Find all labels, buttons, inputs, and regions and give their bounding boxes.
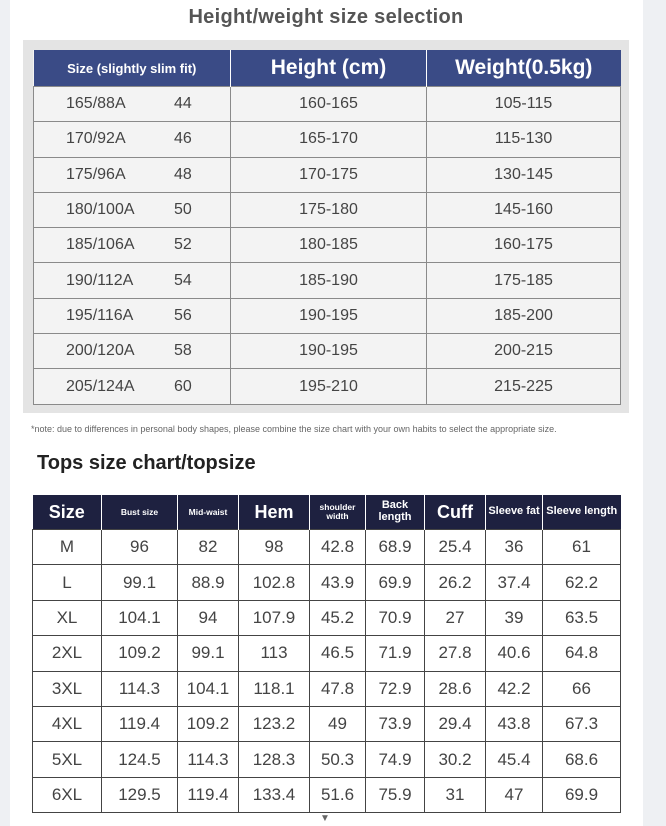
header-sleeve-length: Sleeve length <box>543 495 621 530</box>
table-row <box>34 228 621 263</box>
table-row <box>33 742 621 777</box>
measure-cell: 128.3 <box>239 742 310 777</box>
size-cell <box>34 122 231 157</box>
size-number: 54 <box>174 271 192 289</box>
measure-cell: 63.5 <box>543 600 621 635</box>
table-row <box>34 298 621 333</box>
height-weight-title: Height/weight size selection <box>188 6 464 28</box>
height-cell: 185-190 <box>231 263 427 298</box>
header-size: Size <box>33 495 102 530</box>
measure-cell: 99.1 <box>102 565 178 600</box>
size-note: *note: due to differences in personal body shapes, please combine the size chart with your own habits to select the appropriate size. <box>31 424 557 434</box>
size-cell <box>34 298 231 333</box>
size-number: 46 <box>174 130 192 148</box>
size-number: 50 <box>174 201 192 219</box>
measure-cell: 36 <box>486 530 543 565</box>
table-row <box>33 706 621 741</box>
measure-cell: 47 <box>486 777 543 812</box>
height-cell: 180-185 <box>231 228 427 263</box>
table-row <box>34 87 621 122</box>
measure-cell: 119.4 <box>102 706 178 741</box>
measure-cell: 70.9 <box>366 600 425 635</box>
size-cell <box>34 228 231 263</box>
height-cell: 175-180 <box>231 192 427 227</box>
table-header-row <box>34 50 621 87</box>
measure-cell: 42.8 <box>310 530 366 565</box>
table-row <box>33 565 621 600</box>
measure-cell: 74.9 <box>366 742 425 777</box>
size-number: 60 <box>174 377 192 395</box>
measure-cell: 61 <box>543 530 621 565</box>
weight-cell: 175-185 <box>427 263 621 298</box>
measure-cell: 25.4 <box>425 530 486 565</box>
size-number: 58 <box>174 342 192 360</box>
size-cell: 3XL <box>33 671 102 706</box>
measure-cell: 123.2 <box>239 706 310 741</box>
measure-cell: 43.8 <box>486 706 543 741</box>
size-number: 44 <box>174 95 192 113</box>
measure-cell: 28.6 <box>425 671 486 706</box>
header-mid-waist: Mid-waist <box>178 495 239 530</box>
size-code: 205/124A <box>66 377 135 395</box>
measure-cell: 71.9 <box>366 636 425 671</box>
size-code: 180/100A <box>66 201 135 219</box>
measure-cell: 82 <box>178 530 239 565</box>
header-shoulder: shoulder width <box>310 495 366 530</box>
size-code: 200/120A <box>66 342 135 360</box>
measure-cell: 64.8 <box>543 636 621 671</box>
table-row <box>33 777 621 812</box>
measure-cell: 67.3 <box>543 706 621 741</box>
weight-cell: 185-200 <box>427 298 621 333</box>
measure-cell: 68.9 <box>366 530 425 565</box>
measure-cell: 109.2 <box>178 706 239 741</box>
measure-cell: 45.2 <box>310 600 366 635</box>
measure-cell: 29.4 <box>425 706 486 741</box>
tops-size-table <box>32 495 621 813</box>
table-row <box>33 600 621 635</box>
header-weight: Weight(0.5kg) <box>427 50 621 87</box>
size-code: 190/112A <box>66 271 134 289</box>
measure-cell: 37.4 <box>486 565 543 600</box>
measure-cell: 75.9 <box>366 777 425 812</box>
measure-cell: 129.5 <box>102 777 178 812</box>
height-cell: 165-170 <box>231 122 427 157</box>
height-cell: 195-210 <box>231 369 427 404</box>
measure-cell: 40.6 <box>486 636 543 671</box>
header-sleeve-fat: Sleeve fat <box>486 495 543 530</box>
size-cell: 4XL <box>33 706 102 741</box>
weight-cell: 130-145 <box>427 157 621 192</box>
size-cell: 2XL <box>33 636 102 671</box>
measure-cell: 50.3 <box>310 742 366 777</box>
header-cuff: Cuff <box>425 495 486 530</box>
measure-cell: 69.9 <box>543 777 621 812</box>
weight-cell: 115-130 <box>427 122 621 157</box>
size-number: 48 <box>174 165 192 183</box>
size-code: 185/106A <box>66 236 135 254</box>
measure-cell: 27.8 <box>425 636 486 671</box>
size-cell: M <box>33 530 102 565</box>
measure-cell: 119.4 <box>178 777 239 812</box>
size-cell: XL <box>33 600 102 635</box>
measure-cell: 73.9 <box>366 706 425 741</box>
weight-cell: 105-115 <box>427 87 621 122</box>
measure-cell: 109.2 <box>102 636 178 671</box>
size-code: 165/88A <box>66 95 126 113</box>
table-row <box>33 636 621 671</box>
measure-cell: 62.2 <box>543 565 621 600</box>
measure-cell: 39 <box>486 600 543 635</box>
table-row <box>33 671 621 706</box>
measure-cell: 30.2 <box>425 742 486 777</box>
measure-cell: 114.3 <box>178 742 239 777</box>
measure-cell: 47.8 <box>310 671 366 706</box>
measure-cell: 114.3 <box>102 671 178 706</box>
table-row <box>34 122 621 157</box>
height-cell: 170-175 <box>231 157 427 192</box>
measure-cell: 96 <box>102 530 178 565</box>
measure-cell: 45.4 <box>486 742 543 777</box>
measure-cell: 42.2 <box>486 671 543 706</box>
size-code: 170/92A <box>66 130 126 148</box>
size-cell <box>34 87 231 122</box>
height-cell: 190-195 <box>231 334 427 369</box>
measure-cell: 104.1 <box>102 600 178 635</box>
table-row <box>34 157 621 192</box>
table-row <box>34 369 621 404</box>
measure-cell: 102.8 <box>239 565 310 600</box>
header-hem: Hem <box>239 495 310 530</box>
height-cell: 190-195 <box>231 298 427 333</box>
measure-cell: 69.9 <box>366 565 425 600</box>
measure-cell: 113 <box>239 636 310 671</box>
measure-cell: 51.6 <box>310 777 366 812</box>
height-weight-table <box>33 50 621 405</box>
size-code: 175/96A <box>66 165 126 183</box>
size-cell <box>34 157 231 192</box>
chevron-down-icon[interactable]: ▼ <box>320 813 330 824</box>
size-cell <box>34 192 231 227</box>
measure-cell: 133.4 <box>239 777 310 812</box>
table-row <box>34 334 621 369</box>
measure-cell: 49 <box>310 706 366 741</box>
measure-cell: 27 <box>425 600 486 635</box>
size-cell: L <box>33 565 102 600</box>
size-cell: 6XL <box>33 777 102 812</box>
measure-cell: 104.1 <box>178 671 239 706</box>
measure-cell: 99.1 <box>178 636 239 671</box>
measure-cell: 68.6 <box>543 742 621 777</box>
height-cell: 160-165 <box>231 87 427 122</box>
size-cell <box>34 334 231 369</box>
header-bust: Bust size <box>102 495 178 530</box>
weight-cell: 215-225 <box>427 369 621 404</box>
measure-cell: 66 <box>543 671 621 706</box>
measure-cell: 94 <box>178 600 239 635</box>
size-cell <box>34 369 231 404</box>
measure-cell: 107.9 <box>239 600 310 635</box>
measure-cell: 43.9 <box>310 565 366 600</box>
tops-title: Tops size chart/topsize <box>37 452 256 474</box>
table-row <box>34 263 621 298</box>
measure-cell: 88.9 <box>178 565 239 600</box>
measure-cell: 72.9 <box>366 671 425 706</box>
table-row <box>34 192 621 227</box>
header-height: Height (cm) <box>231 50 427 87</box>
measure-cell: 46.5 <box>310 636 366 671</box>
measure-cell: 31 <box>425 777 486 812</box>
weight-cell: 160-175 <box>427 228 621 263</box>
weight-cell: 145-160 <box>427 192 621 227</box>
measure-cell: 118.1 <box>239 671 310 706</box>
size-number: 52 <box>174 236 192 254</box>
measure-cell: 124.5 <box>102 742 178 777</box>
header-size: Size (slightly slim fit) <box>34 50 231 87</box>
size-cell: 5XL <box>33 742 102 777</box>
weight-cell: 200-215 <box>427 334 621 369</box>
size-code: 195/116A <box>66 306 134 324</box>
size-number: 56 <box>174 306 192 324</box>
measure-cell: 98 <box>239 530 310 565</box>
size-cell <box>34 263 231 298</box>
measure-cell: 26.2 <box>425 565 486 600</box>
table-row <box>33 530 621 565</box>
table-header-row <box>33 495 621 530</box>
header-back-length: Back length <box>366 495 425 530</box>
